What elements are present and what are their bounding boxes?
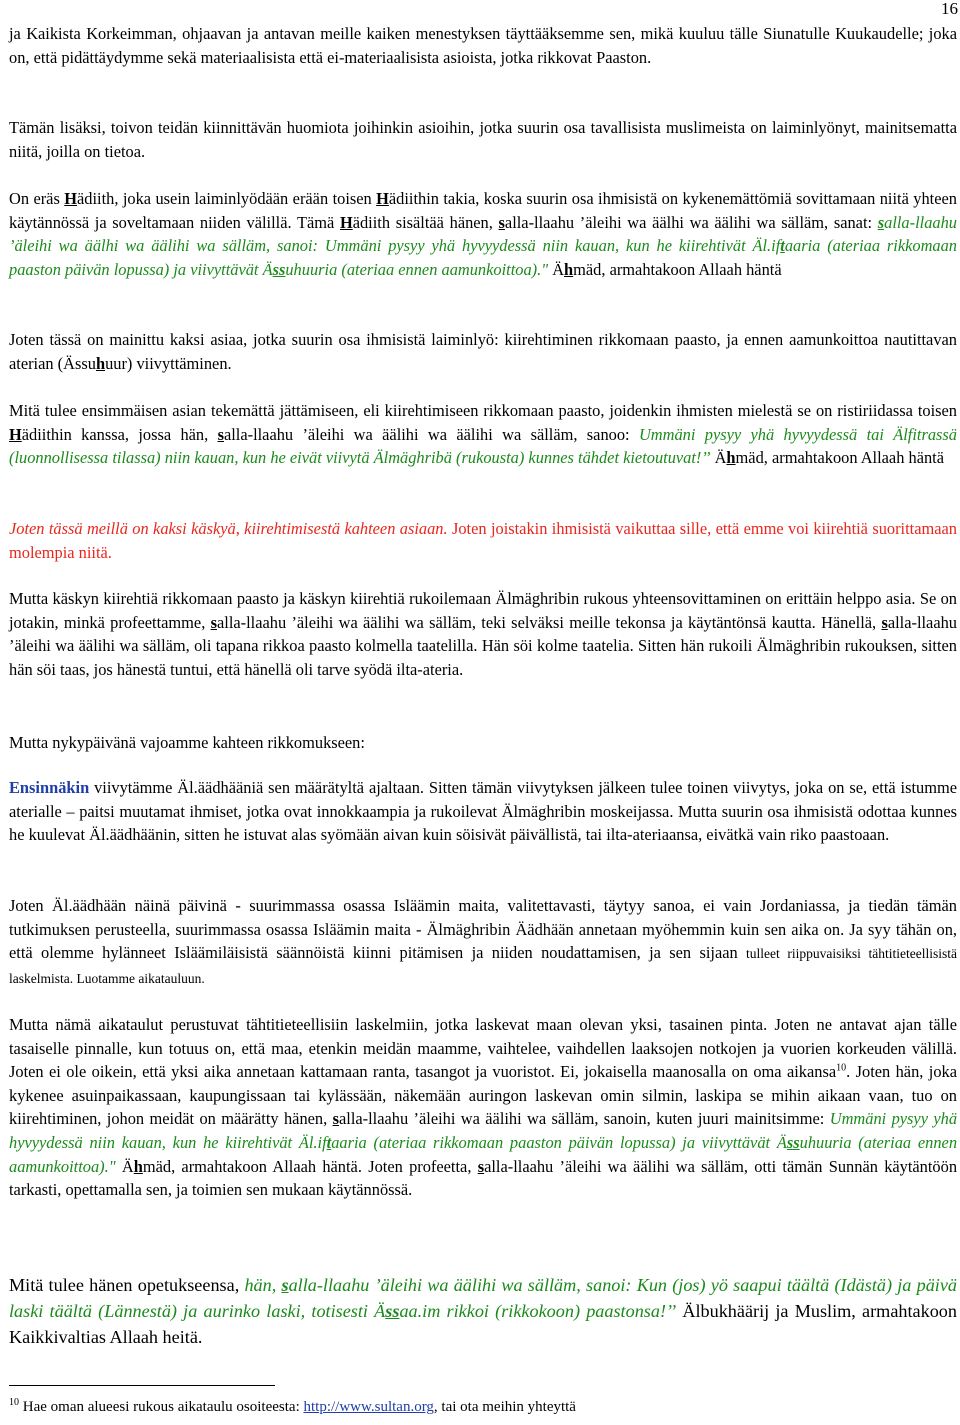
footnote-number: 10 — [9, 1397, 19, 1408]
text: Ä — [548, 259, 565, 279]
text: ädiith, joka usein laiminlyödään erään toisen — [77, 189, 377, 208]
paragraph-7: Mutta käskyn kiirehtiä rikkomaan paasto ja käskyn kiirehtiä rukoilemaan Älmäghribin rukous yhteensovittaminen on erittäin helppo asia. Se on jotakin, minkä profeettamme, salla-llaahu ’äleihi wa äälihi wa sälläm, teki selväksi meille tekonsa ja käytäntönsä kautta. Hänellä, salla-llaahu ’äleihi wa äälihi wa sälläm, oli tapana rikkoa paasto kolmella taatelilla. Hän söi kolme taatelia. Sitten hän rukoili Älmäghribin rukouksen, sitten hän söi taas, jos hänestä tuntui, että hänellä oli tarve syödä ilta-ateria. — [9, 589, 957, 679]
paragraph-12: Mitä tulee hänen opetukseensa, hän, salla-llaahu ’äleihi wa äälihi wa sälläm, sanoi: Kun (jos) yö saapui täältä (Idästä) ja päivä laski täältä (Lännestä) ja aurinko laski, totisesti Ässaa.im rikkoi (rikkokoon) paastonsa!’’ Älbukhäärij ja Muslim, armahtakoon Kaikkivaltias Allaah heitä. — [9, 1275, 958, 1347]
underlined-letter: s — [498, 212, 505, 232]
hadith-quote: Ummäni pysyy yhä hyvyydessä niin kauan, kun he kiirehtivät Äl.iftaaria (ateriaa rikkomaan paaston päivän lopussa) ja viivyttävät Ässuhuuria (ateriaa ennen aamunkoittoa)." — [9, 1109, 958, 1176]
paragraph-8: Mutta nykypäivänä vajoamme kahteen rikkomukseen: — [9, 733, 365, 752]
paragraph-6-highlight: Joten tässä meillä on kaksi käskyä, kiirehtimisestä kahteen asiaan. Joten joistakin ihmisistä vaikuttaa sille, että emme voi kiirehtiä suorittamaan molempia niitä. — [9, 519, 957, 562]
text: mäd, armahtakoon Allaah häntä — [573, 259, 782, 279]
hadith-quote: hän, salla-llaahu ’äleihi wa äälihi wa sälläm, sanoi: Kun (jos) yö saapui täältä (Idästä) ja päivä laski täältä (Lännestä) ja aurinko laski, totisesti Ässaa.im rikkoi (rikkokoon) paastonsa!’’ — [9, 1275, 958, 1321]
underlined-letter: H — [64, 189, 77, 208]
underlined-letter: H — [339, 212, 353, 232]
footnote-link[interactable]: http://www.sultan.org — [303, 1399, 434, 1415]
text: On eräs — [9, 189, 65, 208]
text: ädiithin takia, koska suurin osa ihmisistä on kykenemättömiä sovittamaan niitä yhteen käytännössä ja soveltamaan niiden välillä. Tämä — [9, 189, 957, 232]
ensinnakin-label: Ensinnäkin — [9, 778, 90, 797]
footnote-ref: 10 — [836, 1062, 847, 1074]
paragraph-2: Tämän lisäksi, toivon teidän kiinnittävän huomiota joihinkin asioihin, jotka suurin osa tavallisista muslimeista on laiminlyönyt, mainitsematta niitä, joilla on tietoa. — [9, 118, 957, 161]
paragraph-3 — [9, 187, 957, 281]
paragraph-5: Mitä tulee ensimmäisen asian tekemättä jättämiseen, eli kiirehtimiseen rikkomaan paasto, joidenkin ihmisten mielestä se on ristiriidassa toisen Hädiithin kanssa, jossa hän, salla-llaahu ’äleihi wa äälihi wa äälihi wa sälläm, sanoo: Ummäni pysyy yhä hyvyydessä tai Älfitrassä (luonnollisessa tilassa) niin kauan, kun he eivät viivytä Älmäghribä (rukousta) kunnes tähdet kietoutuvat!’’ Ähmäd, armahtakoon Allaah häntä — [9, 401, 957, 468]
footnote-separator — [9, 1385, 275, 1386]
paragraph-1: ja Kaikista Korkeimman, ohjaavan ja antavan meille kaiken menestyksen täyttääksemme sen, mikä kuuluu tälle Siunatulle Kuukaudelle; joka on, että pidättäydymme sekä materiaalisista että ei-materiaalisista asioista, jotka rikkovat Paaston. — [9, 24, 957, 67]
paragraph-4: Joten tässä on mainittu kaksi asiaa, jotka suurin osa ihmisistä laiminlyö: kiirehtiminen rikkomaan paasto, ja ennen aamunkoittoa nautittavan aterian (Ässuhuur) viivyttäminen. — [9, 330, 957, 373]
hadith-quote: Ummäni pysyy yhä hyvyydessä tai Älfitrassä (luonnollisessa tilassa) niin kauan, kun he eivät viivytä Älmäghribä (rukousta) kunnes tähdet kietoutuvat!’’ — [9, 424, 957, 468]
footnote: $^{10}$ Hae oman alueesi rukous aikataulu osoiteesta: http://www.sultan.org, tai ota meihin yhteyttä — [9, 1397, 576, 1415]
text: alla-llaahu ’äleihi wa äälhi wa äälihi wa sälläm, sanat: — [504, 212, 878, 232]
paragraph-9: Ensinnäkin viivytämme Äl.äädhääniä sen määrätyltä ajaltaan. Sitten tämän viivytyksen jälkeen tulee toinen viivytys, joka on se, että istumme aterialle – paitsi muutamat ihmiset, jotka ovat innokkaampia ja rukoilevat Älmäghribin moskeijassa. Mutta suurin osa ihmisistä odottaa kunnes he kuulevat Äl.äädhäänin, sitten he istuvat alas syömään aivan kuin söisivät päivällistä, tai ilta-ateriaansa, eivätkä vain riko paastoaan. — [9, 778, 957, 845]
underlined-letter: h — [564, 259, 574, 279]
paragraph-11: Mutta nämä aikataulut perustuvat tähtitieteellisiin laskelmiin, jotka laskevat maan olevan yksi, tasainen pinta. Joten ne antavat ajan tälle tasaiselle pinnalle, kun totuus on, että maa, etenkin meidän maamme, vaihtelee, vaihdellen laaksojen notkojen ja vuorien korkeuden välillä. Joten ei ole oikein, että yksi aika annetaan kattamaan ranta, tasangot ja vuoristot. Ei, jokaisella maanosalla on oma aikansa$^{10}$. Joten hän, joka kykenee asuinpaikassaan, kaupungissaan tai kylässään, näkemään auringon laskevan omin silmin, laskipa se mihin aikaan vaan, tuo on kiirehtiminen, johon meidät on määrätty hänen, salla-llaahu ’äleihi wa äälihi wa sälläm, sanoin, kuten juuri mainitsimme: Ummäni pysyy yhä hyvyydessä niin kauan, kun he kiirehtivät Äl.iftaaria (ateriaa rikkomaan paaston päivän lopussa) ja viivyttävät Ässuhuuria (ateriaa ennen aamunkoittoa)." Ähmäd, armahtakoon Allaah häntä. Joten profeetta, salla-llaahu ’äleihi wa äälihi wa sälläm, otti tämän Sunnän käytäntöön tarkasti, opettamalla sen, ja toimien sen mukaan käytännössä. — [9, 1015, 958, 1200]
underlined-letter: H — [376, 189, 389, 208]
page-number: 16 — [941, 0, 958, 18]
paragraph-10: Joten Äl.äädhään näinä päivinä - suurimmassa osassa Isläämin maita, valitettavasti, täytyy sanoa, ei vain Jordaniassa, ja tiedän tämän tutkimuksen perusteella, suurimmassa osassa Isläämin maita - Älmäghribin Äädhään annetaan myöhemmin kuin sen aika on. Ja syy tähän on, että olemme hylänneet Isläämiläisistä säännöistä kiinni pitämisen ja niiden noudattamisen, ja sen sijaan tulleet riippuvaisiksi tähtitieteellisistä laskelmista. Luotamme aikatauluun. — [9, 896, 957, 986]
hadith-quote: salla-llaahu ’äleihi wa äälhi wa äälihi wa sälläm, sanoi: Ummäni pysyy yhä hyvyydessä niin kauan, kun he kiirehtivät Äl.iftaaria (ateriaa rikkomaan paaston päivän lopussa) ja viivyttävät Ässuhuuria (ateriaa ennen aamunkoittoa)." — [9, 212, 957, 279]
text: ädiith sisältää hänen, — [352, 212, 499, 232]
